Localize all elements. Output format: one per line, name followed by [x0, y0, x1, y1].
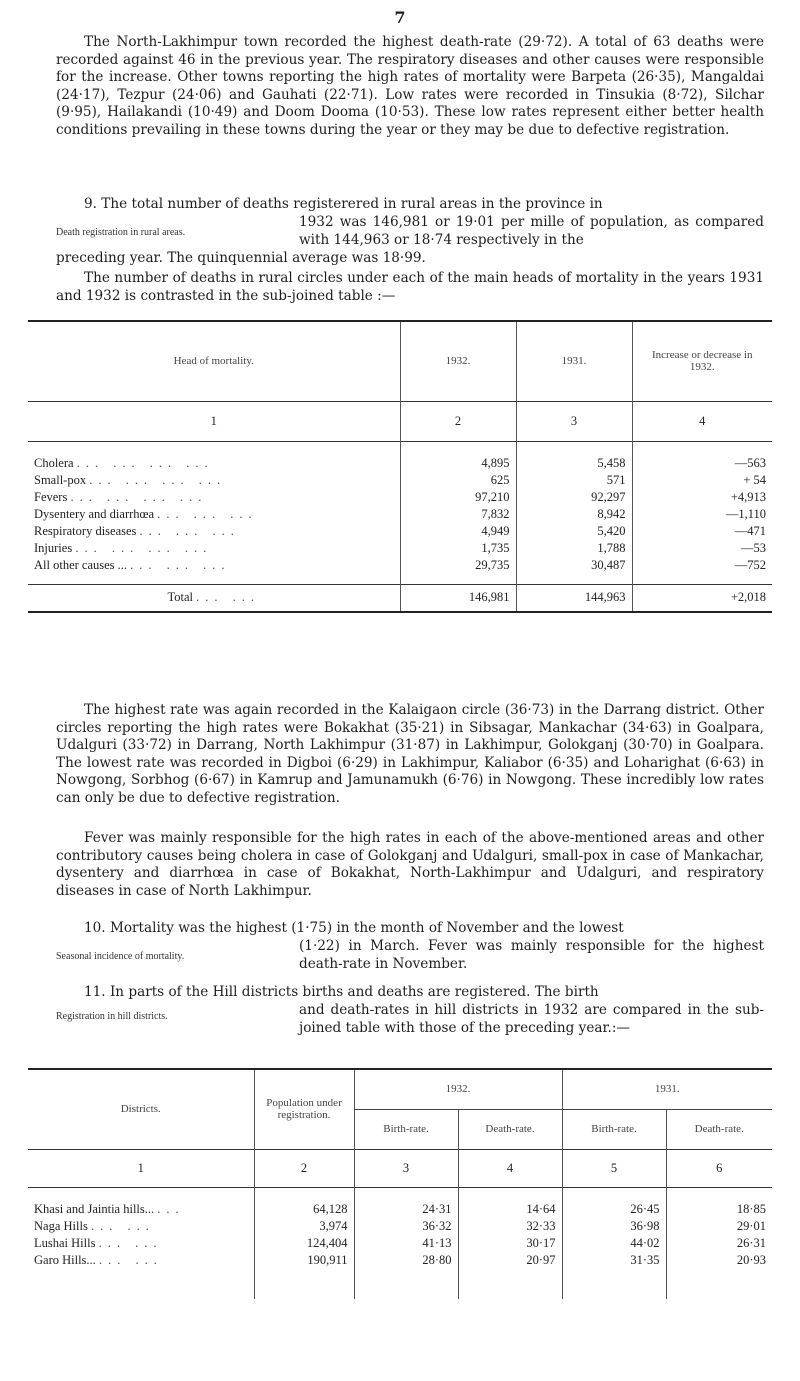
- row-leader-dots: ... ...: [90, 1219, 155, 1233]
- cell-birth-1931: 31·35: [562, 1252, 666, 1269]
- paragraph-9-side-text: 1932 was 146,981 or 19·01 per mille of population, as compared with 144,963 or 18·74 respectively in the: [299, 214, 764, 248]
- cell-1931: 571: [516, 472, 632, 489]
- header-year-1932: 1932.: [354, 1069, 562, 1109]
- cell-1932: 1,735: [400, 540, 516, 557]
- row-label: Lushai Hills: [34, 1236, 96, 1250]
- total-1932: 146,981: [400, 584, 516, 612]
- cell-birth-1932: 41·13: [354, 1235, 458, 1252]
- row-leader-dots: ... ... ... ...: [89, 473, 227, 487]
- paragraph-9-side-block: [56, 214, 764, 250]
- header-birth-rate-1931: Birth-rate.: [562, 1109, 666, 1149]
- cell-diff: +4,913: [632, 489, 772, 506]
- cell-1932: 625: [400, 472, 516, 489]
- row-leader-dots: ... ... ... ...: [75, 541, 213, 555]
- table-row: [28, 1201, 772, 1218]
- paragraph-9-lead-text: 9. The total number of deaths registerered in rural areas in the province in: [84, 196, 603, 212]
- cell-1931: 8,942: [516, 506, 632, 523]
- row-leader-dots: ... ... ... ...: [76, 456, 214, 470]
- header-death-rate-1931: Death-rate.: [666, 1109, 772, 1149]
- paragraph-9-tail-text: preceding year. The quinquennial average was 18·99.: [56, 250, 426, 266]
- cell-death-1931: 18·85: [666, 1201, 772, 1218]
- colnum-2: 2: [400, 401, 516, 441]
- table-row: [28, 455, 772, 472]
- row-leader-dots: ... ... ... ...: [70, 490, 208, 504]
- cell-diff: —563: [632, 455, 772, 472]
- colnum-2: 2: [254, 1149, 354, 1187]
- table-row: [28, 472, 772, 489]
- colnum-4: 4: [632, 401, 772, 441]
- total-row: [28, 584, 772, 612]
- table-row: [28, 506, 772, 523]
- paragraph-circle-rates: [56, 702, 764, 808]
- paragraph-10-side-block: [56, 938, 764, 974]
- header-year-1931: 1931.: [562, 1069, 772, 1109]
- row-leader-dots: ...: [157, 1202, 185, 1216]
- colnum-3: 3: [354, 1149, 458, 1187]
- paragraph-11-side-block: [56, 1002, 764, 1038]
- colnum-6: 6: [666, 1149, 772, 1187]
- row-leader-dots: ... ... ...: [139, 524, 240, 538]
- cell-death-1932: 14·64: [458, 1201, 562, 1218]
- total-1931: 144,963: [516, 584, 632, 612]
- row-label: Cholera: [34, 456, 74, 470]
- paragraph-fever-text: Fever was mainly responsible for the high rates in each of the above-mentioned areas and other contributory causes being cholera in case of Golokganj and Udalguri, small-pox in case of Mankachar, dysentery and diarrhœa in case of Bokakhat, North-Lakhimpur and Udalguri, and respiratory diseases in case of North Lakhimpur.: [56, 830, 764, 899]
- cell-birth-1931: 44·02: [562, 1235, 666, 1252]
- cell-1931: 1,788: [516, 540, 632, 557]
- cell-death-1931: 20·93: [666, 1252, 772, 1269]
- header-1931: 1931.: [516, 321, 632, 401]
- total-leader-dots: ... ...: [196, 590, 260, 605]
- paragraph-9-tail: [56, 250, 764, 268]
- row-leader-dots: ... ...: [98, 1253, 163, 1267]
- cell-death-1932: 30·17: [458, 1235, 562, 1252]
- paragraph-towns-text: The North-Lakhimpur town recorded the highest death-rate (29·72). A total of 63 deaths were recorded against 46 in the previous year. The respiratory diseases and other causes were responsible for the increase. Other towns reporting the high rates of mortality were Barpeta (26·35), Mangaldai (24·17), Tezpur (24·06) and Gauhati (22·71). Low rates were recorded in Tinsukia (8·72), Silchar (9·95), Hailakandi (10·49) and Doom Dooma (10·53). These low rates represent either better health conditions prevailing in these towns during the year or they may be due to defective registration.: [56, 34, 764, 138]
- colnum-1: 1: [137, 1160, 144, 1175]
- paragraph-10-side-text: (1·22) in March. Fever was mainly responsible for the highest death-rate in November.: [299, 938, 764, 972]
- header-districts: Districts.: [120, 1103, 161, 1116]
- cell-1932: 97,210: [400, 489, 516, 506]
- cell-birth-1932: 24·31: [354, 1201, 458, 1218]
- table-row: [28, 1218, 772, 1235]
- row-leader-dots: ... ... ...: [157, 507, 258, 521]
- paragraph-10-lead-text: 10. Mortality was the highest (1·75) in the month of November and the lowest: [84, 920, 624, 936]
- paragraph-9-lead: [56, 196, 764, 214]
- table-row: [28, 540, 772, 557]
- cell-birth-1932: 36·32: [354, 1218, 458, 1235]
- row-label: Fevers: [34, 490, 68, 504]
- sidenote-death-registration: Death registration in rural areas.: [56, 227, 186, 238]
- row-label: All other causes ...: [34, 558, 128, 572]
- cell-1931: 30,487: [516, 557, 632, 574]
- cell-1932: 29,735: [400, 557, 516, 574]
- cell-death-1931: 26·31: [666, 1235, 772, 1252]
- total-label: Total: [167, 590, 193, 605]
- cell-1932: 4,949: [400, 523, 516, 540]
- cell-birth-1931: 26·45: [562, 1201, 666, 1218]
- row-leader-dots: ... ... ...: [130, 558, 231, 572]
- hill-districts-table: [28, 1068, 772, 1299]
- paragraph-11-side-text: and death-rates in hill districts in 1932 are compared in the sub-joined table with those of the preceding year.:—: [299, 1002, 764, 1036]
- sidenote-hill-registration: Registration in hill districts.: [56, 1011, 168, 1022]
- row-label: Injuries: [34, 541, 73, 555]
- colnum-3: 3: [516, 401, 632, 441]
- cell-population: 124,404: [254, 1235, 354, 1252]
- cell-population: 64,128: [254, 1201, 354, 1218]
- cell-1931: 5,458: [516, 455, 632, 472]
- row-leader-dots: ... ...: [98, 1236, 163, 1250]
- table-row: [28, 1252, 772, 1269]
- row-label: Respiratory diseases: [34, 524, 137, 538]
- table-row: [28, 489, 772, 506]
- sidenote-seasonal-incidence: Seasonal incidence of mortality.: [56, 951, 185, 962]
- table-row: [28, 557, 772, 574]
- cell-population: 190,911: [254, 1252, 354, 1269]
- cell-birth-1931: 36·98: [562, 1218, 666, 1235]
- cell-diff: —53: [632, 540, 772, 557]
- header-death-rate-1932: Death-rate.: [458, 1109, 562, 1149]
- cell-1931: 92,297: [516, 489, 632, 506]
- paragraph-towns: [56, 34, 764, 140]
- cell-diff: —752: [632, 557, 772, 574]
- row-label: Dysentery and diarrhœa: [34, 507, 155, 521]
- row-label: Khasi and Jaintia hills...: [34, 1202, 155, 1216]
- paragraph-circle-rates-text: The highest rate was again recorded in the Kalaigaon circle (36·73) in the Darrang district. Other circles reporting the high rates were Bokakhat (35·21) in Sibsagar, Mankachar (34·63) in Goalpara, Udalguri (33·72) in Darrang, North Lakhimpur (31·87) in Lakhimpur, Golokganj (30·70) in Goalpara. The lowest rate was recorded in Digboi (6·29) in Lakhimpur, Kaliabor (6·35) and Loharighat (6·63) in Nowgong, Sorbhog (6·67) in Kamrup and Jamunamukh (6·76) in Nowgong. These incredibly low rates can only be due to defective registration.: [56, 702, 764, 806]
- cell-death-1931: 29·01: [666, 1218, 772, 1235]
- table-row: [28, 523, 772, 540]
- cell-population: 3,974: [254, 1218, 354, 1235]
- cell-death-1932: 20·97: [458, 1252, 562, 1269]
- cell-1932: 7,832: [400, 506, 516, 523]
- table-row: [28, 1235, 772, 1252]
- cell-death-1932: 32·33: [458, 1218, 562, 1235]
- mortality-table: [28, 320, 772, 613]
- paragraph-9-b: [56, 270, 764, 305]
- cell-diff: —1,110: [632, 506, 772, 523]
- colnum-4: 4: [458, 1149, 562, 1187]
- cell-diff: —471: [632, 523, 772, 540]
- paragraph-11-lead-text: 11. In parts of the Hill districts births and deaths are registered. The birth: [84, 984, 599, 1000]
- header-population: Population under registration.: [254, 1069, 354, 1149]
- total-diff: +2,018: [632, 584, 772, 612]
- colnum-1: 1: [210, 413, 217, 428]
- cell-birth-1932: 28·80: [354, 1252, 458, 1269]
- cell-1931: 5,420: [516, 523, 632, 540]
- header-birth-rate-1932: Birth-rate.: [354, 1109, 458, 1149]
- colnum-5: 5: [562, 1149, 666, 1187]
- header-increase-decrease: Increase or decrease in 1932.: [632, 321, 772, 401]
- paragraph-fever: [56, 830, 764, 900]
- row-label: Small-pox: [34, 473, 87, 487]
- paragraph-11-lead: [56, 984, 764, 1002]
- page-number: 7: [394, 8, 406, 27]
- row-label: Garo Hills...: [34, 1253, 96, 1267]
- cell-diff: + 54: [632, 472, 772, 489]
- header-head-of-mortality: Head of mortality.: [173, 355, 254, 368]
- paragraph-10-lead: [56, 920, 764, 938]
- cell-1932: 4,895: [400, 455, 516, 472]
- header-1932: 1932.: [400, 321, 516, 401]
- paragraph-9-b-text: The number of deaths in rural circles under each of the main heads of mortality in the years 1931 and 1932 is contrasted in the sub-joined table :—: [56, 270, 764, 304]
- row-label: Naga Hills: [34, 1219, 88, 1233]
